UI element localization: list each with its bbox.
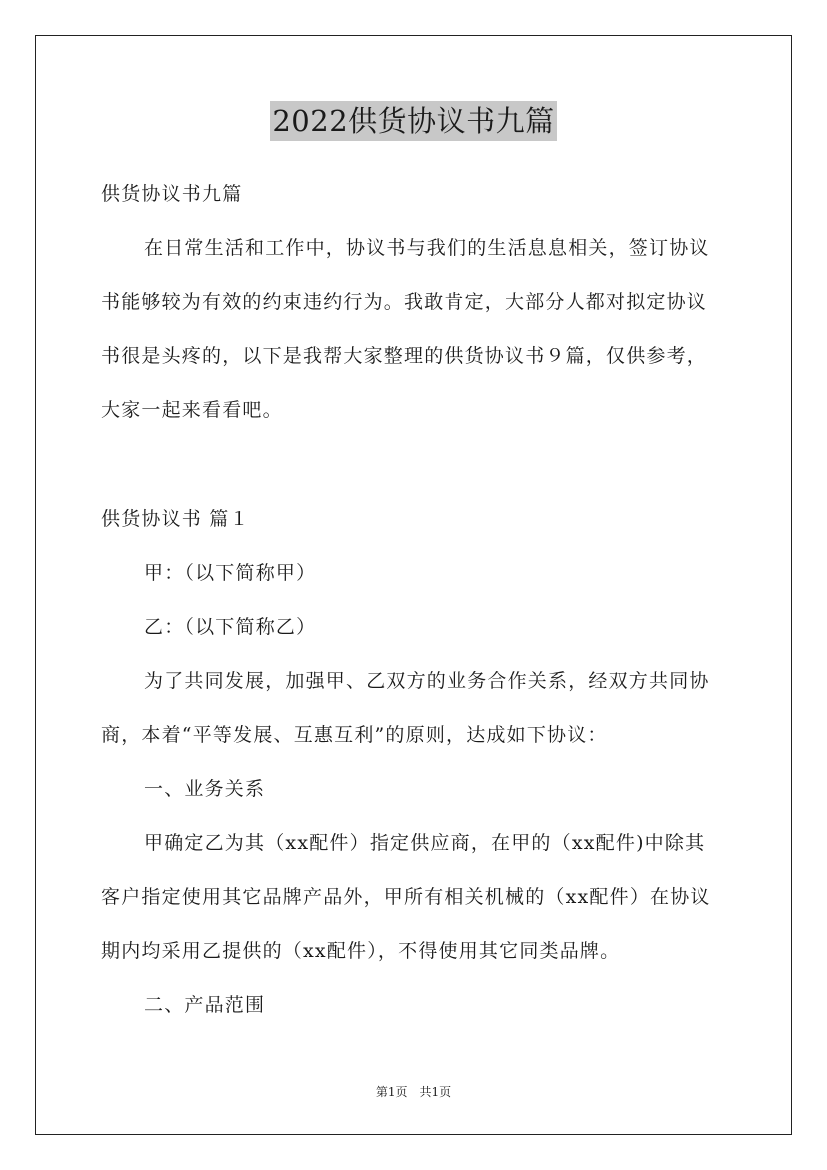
party-a-line: 甲：（以下简称甲） bbox=[144, 562, 317, 584]
intro-line-1: 在日常生活和工作中，协议书与我们的生活息息相关，签订协议 bbox=[144, 237, 710, 259]
page-number-footer: 第1页 共1页 bbox=[375, 1085, 452, 1099]
clause-1-line-3: 期内均采用乙提供的（xx配件），不得使用其它同类品牌。 bbox=[101, 940, 621, 962]
clause-2-heading: 二、产品范围 bbox=[144, 994, 266, 1016]
intro-line-3: 书很是头疼的，以下是我帮大家整理的供货协议书９篇，仅供参考， bbox=[101, 345, 708, 367]
intro-line-2: 书能够较为有效的约束违约行为。我敢肯定，大部分人都对拟定协议 bbox=[101, 291, 708, 313]
clause-1-line-2: 客户指定使用其它品牌产品外，甲所有相关机械的（xx配件）在协议 bbox=[101, 886, 711, 908]
party-b-line: 乙：（以下简称乙） bbox=[144, 616, 317, 638]
section-heading: 供货协议书 篇１ bbox=[101, 508, 250, 530]
document-subtitle: 供货协议书九篇 bbox=[101, 183, 243, 205]
intro-line-4: 大家一起来看看吧。 bbox=[101, 399, 283, 421]
clause-1-heading: 一、业务关系 bbox=[144, 778, 266, 800]
document-title: 2022供货协议书九篇 bbox=[270, 101, 556, 141]
clause-1-line-1: 甲确定乙为其（xx配件）指定供应商，在甲的（xx配件)中除其 bbox=[144, 832, 706, 854]
title-container bbox=[0, 101, 827, 141]
purpose-line-1: 为了共同发展，加强甲、乙双方的业务合作关系，经双方共同协 bbox=[144, 670, 710, 692]
purpose-line-2: 商，本着“平等发展、互惠互利”的原则，达成如下协议： bbox=[101, 724, 608, 746]
